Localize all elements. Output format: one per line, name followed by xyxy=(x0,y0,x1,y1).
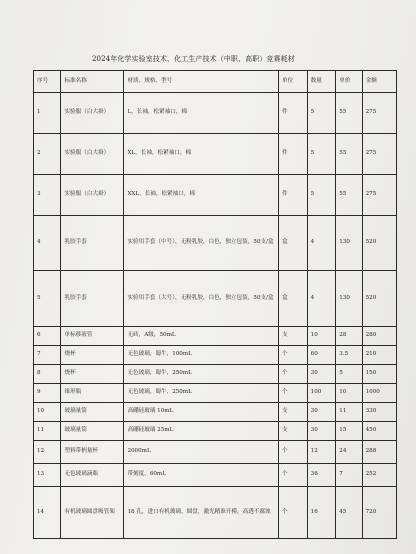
table-row xyxy=(34,441,397,464)
cell-amount: 252 xyxy=(362,464,396,487)
cell-spec: 无色玻璃，蜀牛，250mL xyxy=(124,384,279,403)
cell-price: 15 xyxy=(336,422,362,441)
cell-name: 实验服（白大褂） xyxy=(61,175,124,216)
cell-qty: 30 xyxy=(307,403,336,422)
cell-spec: 18 孔，进口有机玻璃，圆盘，激光精准开模，高透不腐蚀 xyxy=(124,487,279,539)
cell-qty: 16 xyxy=(307,487,336,539)
cell-name: 实验服（白大褂） xyxy=(61,93,124,134)
cell-name: 有机玻璃圆盘吸管架 xyxy=(61,487,124,539)
cell-spec: 实验用手套（大号），无粉乳胶，白色，独立包装，50支/盒 xyxy=(124,271,279,327)
cell-price: 130 xyxy=(336,216,362,271)
table-row xyxy=(34,93,397,134)
cell-no: 1 xyxy=(34,93,61,134)
cell-amount: 275 xyxy=(362,93,396,134)
cell-name: 塑料带柄量杯 xyxy=(61,441,124,464)
cell-spec: XL，长袖，松紧袖口，棉 xyxy=(124,134,279,175)
cell-price: 11 xyxy=(336,403,362,422)
header-amount: 金额 xyxy=(362,71,396,93)
cell-no: 4 xyxy=(34,216,61,271)
cell-amount: 210 xyxy=(362,346,396,365)
table-row xyxy=(34,487,397,539)
cell-name: 无色玻璃滴瓶 xyxy=(61,464,124,487)
table-row xyxy=(34,175,397,216)
cell-name: 乳胶手套 xyxy=(61,216,124,271)
consumables-table xyxy=(33,70,397,539)
cell-amount: 288 xyxy=(362,441,396,464)
cell-amount: 520 xyxy=(362,271,396,327)
document-title: 2024年化学实验室技术、化工生产技术（中职、高职）竞赛耗材 xyxy=(92,55,295,63)
cell-no: 13 xyxy=(34,464,61,487)
table-row xyxy=(34,327,397,346)
cell-unit: 支 xyxy=(279,422,308,441)
cell-amount: 280 xyxy=(362,327,396,346)
table-row xyxy=(34,346,397,365)
cell-amount: 150 xyxy=(362,365,396,384)
cell-qty: 5 xyxy=(307,175,336,216)
cell-unit: 个 xyxy=(279,346,308,365)
cell-no: 2 xyxy=(34,134,61,175)
cell-unit: 支 xyxy=(279,403,308,422)
cell-price: 5 xyxy=(336,365,362,384)
cell-name: 锥形瓶 xyxy=(61,384,124,403)
cell-price: 45 xyxy=(336,487,362,539)
cell-no: 11 xyxy=(34,422,61,441)
table-body xyxy=(34,93,397,539)
cell-price: 3.5 xyxy=(336,346,362,365)
header-price: 单价 xyxy=(336,71,362,93)
cell-no: 14 xyxy=(34,487,61,539)
cell-spec: 无砖，A级，50mL xyxy=(124,327,279,346)
cell-name: 烧杯 xyxy=(61,365,124,384)
cell-unit: 盒 xyxy=(279,271,308,327)
cell-spec: 带刻度，60mL xyxy=(124,464,279,487)
table-row xyxy=(34,384,397,403)
cell-amount: 450 xyxy=(362,422,396,441)
cell-name: 单标移液管 xyxy=(61,327,124,346)
cell-qty: 30 xyxy=(307,365,336,384)
header-unit: 单位 xyxy=(279,71,308,93)
cell-qty: 100 xyxy=(307,384,336,403)
cell-qty: 4 xyxy=(307,271,336,327)
cell-no: 12 xyxy=(34,441,61,464)
cell-name: 实验服（白大褂） xyxy=(61,134,124,175)
cell-qty: 36 xyxy=(307,464,336,487)
cell-amount: 720 xyxy=(362,487,396,539)
cell-amount: 275 xyxy=(362,134,396,175)
cell-amount: 1000 xyxy=(362,384,396,403)
cell-unit: 盒 xyxy=(279,216,308,271)
cell-qty: 10 xyxy=(307,327,336,346)
cell-price: 55 xyxy=(336,93,362,134)
cell-no: 8 xyxy=(34,365,61,384)
cell-no: 9 xyxy=(34,384,61,403)
table-row xyxy=(34,464,397,487)
cell-price: 55 xyxy=(336,175,362,216)
header-spec: 材质、规格、型号 xyxy=(124,71,279,93)
header-no: 序号 xyxy=(34,71,61,93)
cell-unit: 个 xyxy=(279,384,308,403)
cell-name: 乳胶手套 xyxy=(61,271,124,327)
cell-spec: XXL，长袖，松紧袖口，棉 xyxy=(124,175,279,216)
cell-spec: 无色玻璃，蜀牛，100mL xyxy=(124,346,279,365)
cell-price: 55 xyxy=(336,134,362,175)
table-row xyxy=(34,134,397,175)
cell-spec: 高硼硅玻璃 25mL xyxy=(124,422,279,441)
table-row xyxy=(34,365,397,384)
cell-no: 6 xyxy=(34,327,61,346)
cell-spec: 无色玻璃，蜀牛，250mL xyxy=(124,365,279,384)
cell-unit: 个 xyxy=(279,441,308,464)
header-qty: 数量 xyxy=(307,71,336,93)
table-row xyxy=(34,403,397,422)
cell-spec: 实验用手套（中号），无粉乳胶，白色，独立包装，50支/盒 xyxy=(124,216,279,271)
cell-no: 7 xyxy=(34,346,61,365)
cell-unit: 件 xyxy=(279,93,308,134)
cell-spec: 高硼硅玻璃 10mL xyxy=(124,403,279,422)
table-row xyxy=(34,216,397,271)
cell-spec: 2000mL xyxy=(124,441,279,464)
cell-price: 7 xyxy=(336,464,362,487)
header-name: 标准名称 xyxy=(61,71,124,93)
cell-unit: 件 xyxy=(279,134,308,175)
cell-price: 10 xyxy=(336,384,362,403)
cell-qty: 60 xyxy=(307,346,336,365)
cell-amount: 275 xyxy=(362,175,396,216)
cell-amount: 330 xyxy=(362,403,396,422)
cell-qty: 4 xyxy=(307,216,336,271)
cell-no: 3 xyxy=(34,175,61,216)
cell-unit: 个 xyxy=(279,365,308,384)
cell-spec: L，长袖，松紧袖口，棉 xyxy=(124,93,279,134)
cell-amount: 520 xyxy=(362,216,396,271)
table-row xyxy=(34,422,397,441)
cell-price: 28 xyxy=(336,327,362,346)
table-row xyxy=(34,271,397,327)
cell-name: 玻璃量筒 xyxy=(61,422,124,441)
cell-qty: 5 xyxy=(307,134,336,175)
table-header-row xyxy=(34,71,397,93)
cell-qty: 5 xyxy=(307,93,336,134)
cell-name: 烧杯 xyxy=(61,346,124,365)
cell-unit: 支 xyxy=(279,327,308,346)
cell-unit: 个 xyxy=(279,464,308,487)
cell-unit: 件 xyxy=(279,175,308,216)
cell-price: 24 xyxy=(336,441,362,464)
cell-price: 130 xyxy=(336,271,362,327)
cell-no: 10 xyxy=(34,403,61,422)
cell-qty: 12 xyxy=(307,441,336,464)
cell-qty: 30 xyxy=(307,422,336,441)
cell-name: 玻璃量筒 xyxy=(61,403,124,422)
cell-unit: 个 xyxy=(279,487,308,539)
cell-no: 5 xyxy=(34,271,61,327)
